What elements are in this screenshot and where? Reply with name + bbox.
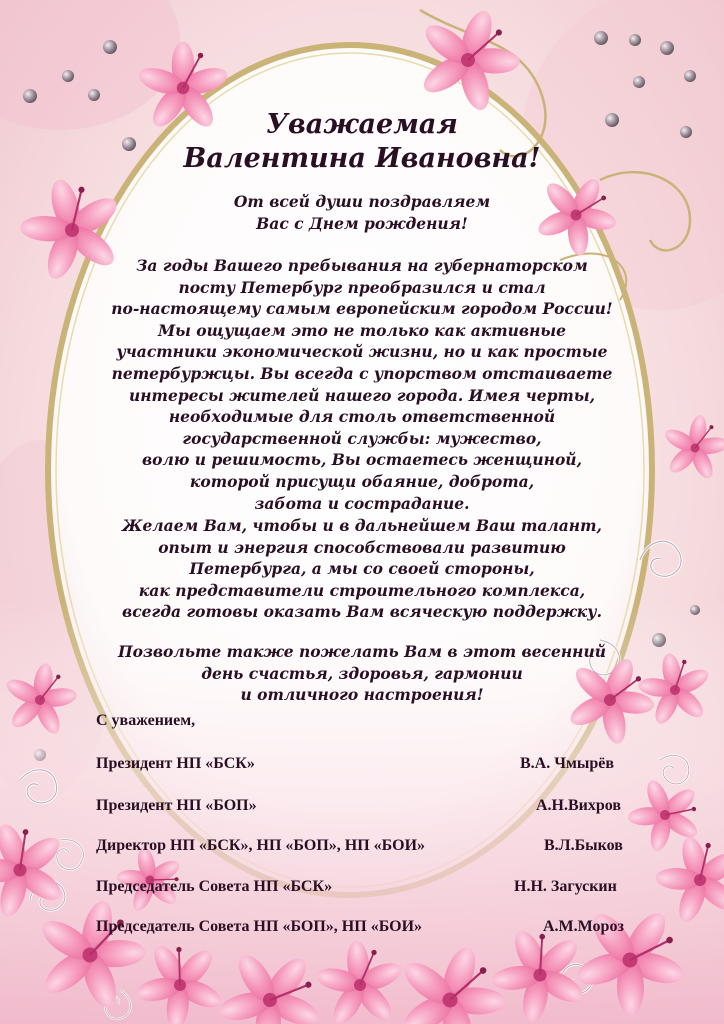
text-line: участники экономической жизни, но и как простые: [116, 342, 608, 362]
text-line: необходимые для столь ответственной: [168, 407, 556, 427]
body-paragraph: [0, 255, 724, 514]
text-line: Мы ощущаем это не только как активные: [157, 320, 567, 340]
text-line: и отличного настроения!: [240, 685, 484, 705]
text-line: интересы жителей нашего города. Имея черты,: [128, 385, 595, 405]
greeting-paragraph: [0, 191, 724, 234]
signature-role: Директор НП «БСК», НП «БОП», НП «БОИ»: [96, 837, 426, 854]
text-line: как представители строительного комплекса,: [138, 580, 586, 600]
closing-phrase: С уважением,: [96, 712, 196, 729]
signature-name: А.Н.Вихров: [536, 797, 622, 814]
signature-name: В.А. Чмырёв: [520, 755, 614, 772]
text-line: забота и сострадание.: [254, 493, 470, 513]
signature-name: Н.Н. Загускин: [514, 878, 617, 895]
text-line: Позвольте также пожелать Вам в этот весенний: [117, 642, 607, 661]
text-line: петербуржцы. Вы всегда с упорством отстаиваете: [111, 363, 613, 383]
text-line: по-настоящему самым европейским городом России!: [111, 299, 613, 319]
text-line: От всей души поздравляем: [233, 192, 491, 211]
salutation-title: [0, 108, 724, 176]
title-line-1: Уважаемая: [266, 109, 458, 140]
signature-name: А.М.Мороз: [543, 918, 624, 935]
spring-wish-paragraph: [0, 641, 724, 706]
text-line: государственной службы: мужество,: [182, 428, 542, 448]
text-line: волю и решимость, Вы остаетесь женщиной,: [142, 450, 582, 470]
text-line: Вас с Днем рождения!: [256, 213, 468, 233]
signature-role: Президент НП «БСК»: [96, 755, 255, 772]
signature-name: В.Л.Быков: [544, 837, 623, 854]
text-line: посту Петербург преобразился и стал: [178, 277, 546, 297]
text-line: Петербурга, а мы со своей стороны,: [189, 559, 535, 579]
signature-role: Президент НП «БОП»: [96, 797, 257, 814]
text-line: опыт и энергия способствовали развитию: [158, 537, 566, 557]
text-line: За годы Вашего пребывания на губернаторском: [136, 256, 588, 275]
wish-paragraph: [0, 515, 724, 623]
text-line: всегда готовы оказать Вам всяческую поддержку.: [122, 602, 602, 622]
text-line: Желаем Вам, чтобы и в дальнейшем Ваш талант,: [122, 516, 602, 535]
text-line: которой присущи обаяние, доброта,: [189, 471, 535, 491]
text-line: день счастья, здоровья, гармонии: [201, 663, 523, 683]
signature-role: Председатель Совета НП «БСК»: [96, 878, 333, 895]
title-line-2: Валентина Ивановна!: [183, 143, 541, 174]
signature-role: Председатель Совета НП «БОП», НП «БОИ»: [96, 918, 423, 935]
